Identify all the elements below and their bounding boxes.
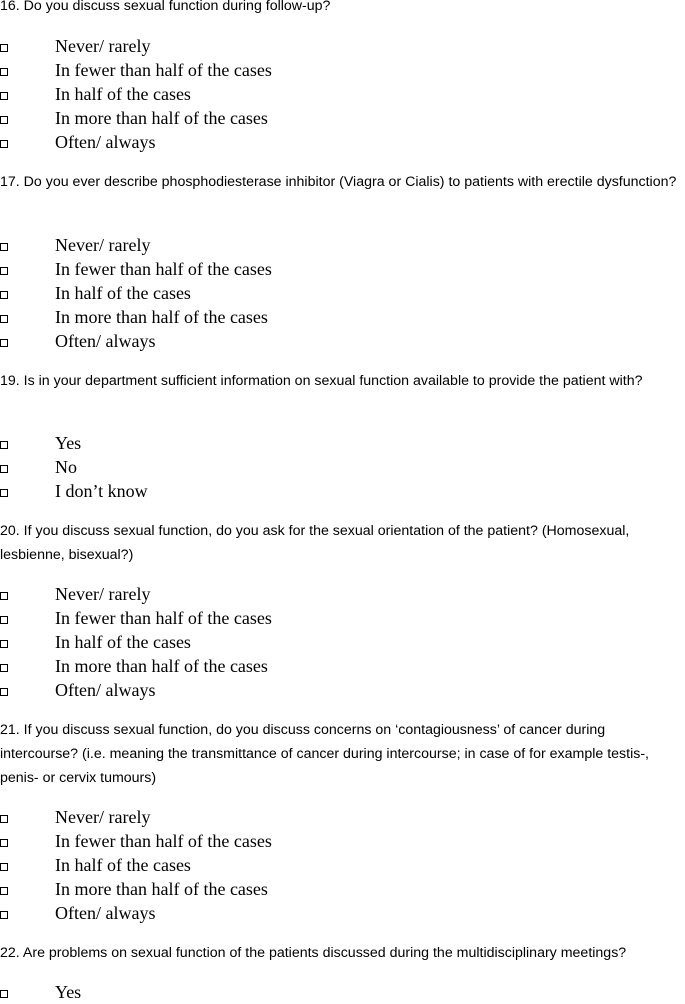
checkbox-icon[interactable]: [0, 44, 8, 52]
checkbox-icon[interactable]: [0, 291, 8, 299]
q19-option-dont-know[interactable]: [0, 479, 685, 503]
option-label: Often/ always: [55, 132, 156, 152]
option-label: In half of the cases: [55, 283, 191, 303]
question-19-text: 19. Is in your department sufficient information on sexual function available to provide the patient with?: [0, 373, 643, 389]
checkbox-icon[interactable]: [0, 339, 8, 347]
option-label: In more than half of the cases: [55, 108, 268, 128]
q21-option-half[interactable]: [0, 853, 685, 877]
option-label: In half of the cases: [55, 632, 191, 652]
q21-option-often-always[interactable]: [0, 901, 685, 925]
q21-option-never-rarely[interactable]: [0, 805, 685, 829]
q20-option-more-than-half[interactable]: [0, 654, 685, 678]
checkbox-icon[interactable]: [0, 616, 8, 624]
checkbox-icon[interactable]: [0, 640, 8, 648]
checkbox-icon[interactable]: [0, 92, 8, 100]
option-label: Never/ rarely: [55, 36, 151, 56]
q20-option-never-rarely[interactable]: [0, 582, 685, 606]
checkbox-icon[interactable]: [0, 116, 8, 124]
checkbox-icon[interactable]: [0, 140, 8, 148]
option-label: In half of the cases: [55, 855, 191, 875]
q17-option-half[interactable]: [0, 281, 685, 305]
option-label: Yes: [55, 433, 82, 453]
checkbox-icon[interactable]: [0, 863, 8, 871]
checkbox-icon[interactable]: [0, 990, 8, 998]
checkbox-icon[interactable]: [0, 243, 8, 251]
checkbox-icon[interactable]: [0, 839, 8, 847]
q17-option-often-always[interactable]: [0, 329, 685, 353]
q16-option-half[interactable]: [0, 82, 685, 106]
option-label: Never/ rarely: [55, 584, 151, 604]
q16-option-more-than-half[interactable]: [0, 106, 685, 130]
option-label: Yes: [55, 982, 82, 1002]
q17-option-never-rarely[interactable]: [0, 233, 685, 257]
q17-option-fewer-than-half[interactable]: [0, 257, 685, 281]
q22-option-yes[interactable]: [0, 980, 685, 1004]
q16-option-often-always[interactable]: [0, 130, 685, 154]
q17-option-more-than-half[interactable]: [0, 305, 685, 329]
q16-option-never-rarely[interactable]: [0, 34, 685, 58]
q20-option-fewer-than-half[interactable]: [0, 606, 685, 630]
option-label: In fewer than half of the cases: [55, 60, 272, 80]
checkbox-icon[interactable]: [0, 267, 8, 275]
option-label: In fewer than half of the cases: [55, 608, 272, 628]
checkbox-icon[interactable]: [0, 664, 8, 672]
option-label: In more than half of the cases: [55, 307, 268, 327]
option-label: No: [55, 457, 77, 477]
checkbox-icon[interactable]: [0, 592, 8, 600]
option-label: In more than half of the cases: [55, 656, 268, 676]
checkbox-icon[interactable]: [0, 911, 8, 919]
option-label: Never/ rarely: [55, 807, 151, 827]
q21-option-more-than-half[interactable]: [0, 877, 685, 901]
question-17-text: 17. Do you ever describe phosphodiesterase inhibitor (Viagra or Cialis) to patients with erectile dysfunction?: [0, 174, 677, 190]
checkbox-icon[interactable]: [0, 315, 8, 323]
option-label: In half of the cases: [55, 84, 191, 104]
option-label: Often/ always: [55, 903, 156, 923]
checkbox-icon[interactable]: [0, 68, 8, 76]
option-label: In more than half of the cases: [55, 879, 268, 899]
q21-option-fewer-than-half[interactable]: [0, 829, 685, 853]
checkbox-icon[interactable]: [0, 441, 8, 449]
option-label: Never/ rarely: [55, 235, 151, 255]
question-21-text: 21. If you discuss sexual function, do you discuss concerns on ‘contagiousness’ of cancer during intercourse? (i.e. meaning the transmittance of cancer during intercourse; in case of for example testis-, penis- or cervix tumours): [0, 722, 649, 786]
option-label: Often/ always: [55, 331, 156, 351]
option-label: I don’t know: [55, 481, 148, 501]
checkbox-icon[interactable]: [0, 688, 8, 696]
checkbox-icon[interactable]: [0, 887, 8, 895]
option-label: Often/ always: [55, 680, 156, 700]
q19-option-yes[interactable]: [0, 431, 685, 455]
question-20-text: 20. If you discuss sexual function, do you ask for the sexual orientation of the patient? (Homosexual, lesbienne, bisexual?): [0, 523, 630, 563]
checkbox-icon[interactable]: [0, 465, 8, 473]
question-22-text: 22. Are problems on sexual function of the patients discussed during the multidisciplinary meetings?: [0, 945, 627, 961]
q20-option-often-always[interactable]: [0, 678, 685, 702]
option-label: In fewer than half of the cases: [55, 831, 272, 851]
q20-option-half[interactable]: [0, 630, 685, 654]
option-label: In fewer than half of the cases: [55, 259, 272, 279]
q16-option-fewer-than-half[interactable]: [0, 58, 685, 82]
checkbox-icon[interactable]: [0, 489, 8, 497]
question-16-text: 16. Do you discuss sexual function during follow-up?: [0, 0, 331, 14]
q19-option-no[interactable]: [0, 455, 685, 479]
checkbox-icon[interactable]: [0, 815, 8, 823]
